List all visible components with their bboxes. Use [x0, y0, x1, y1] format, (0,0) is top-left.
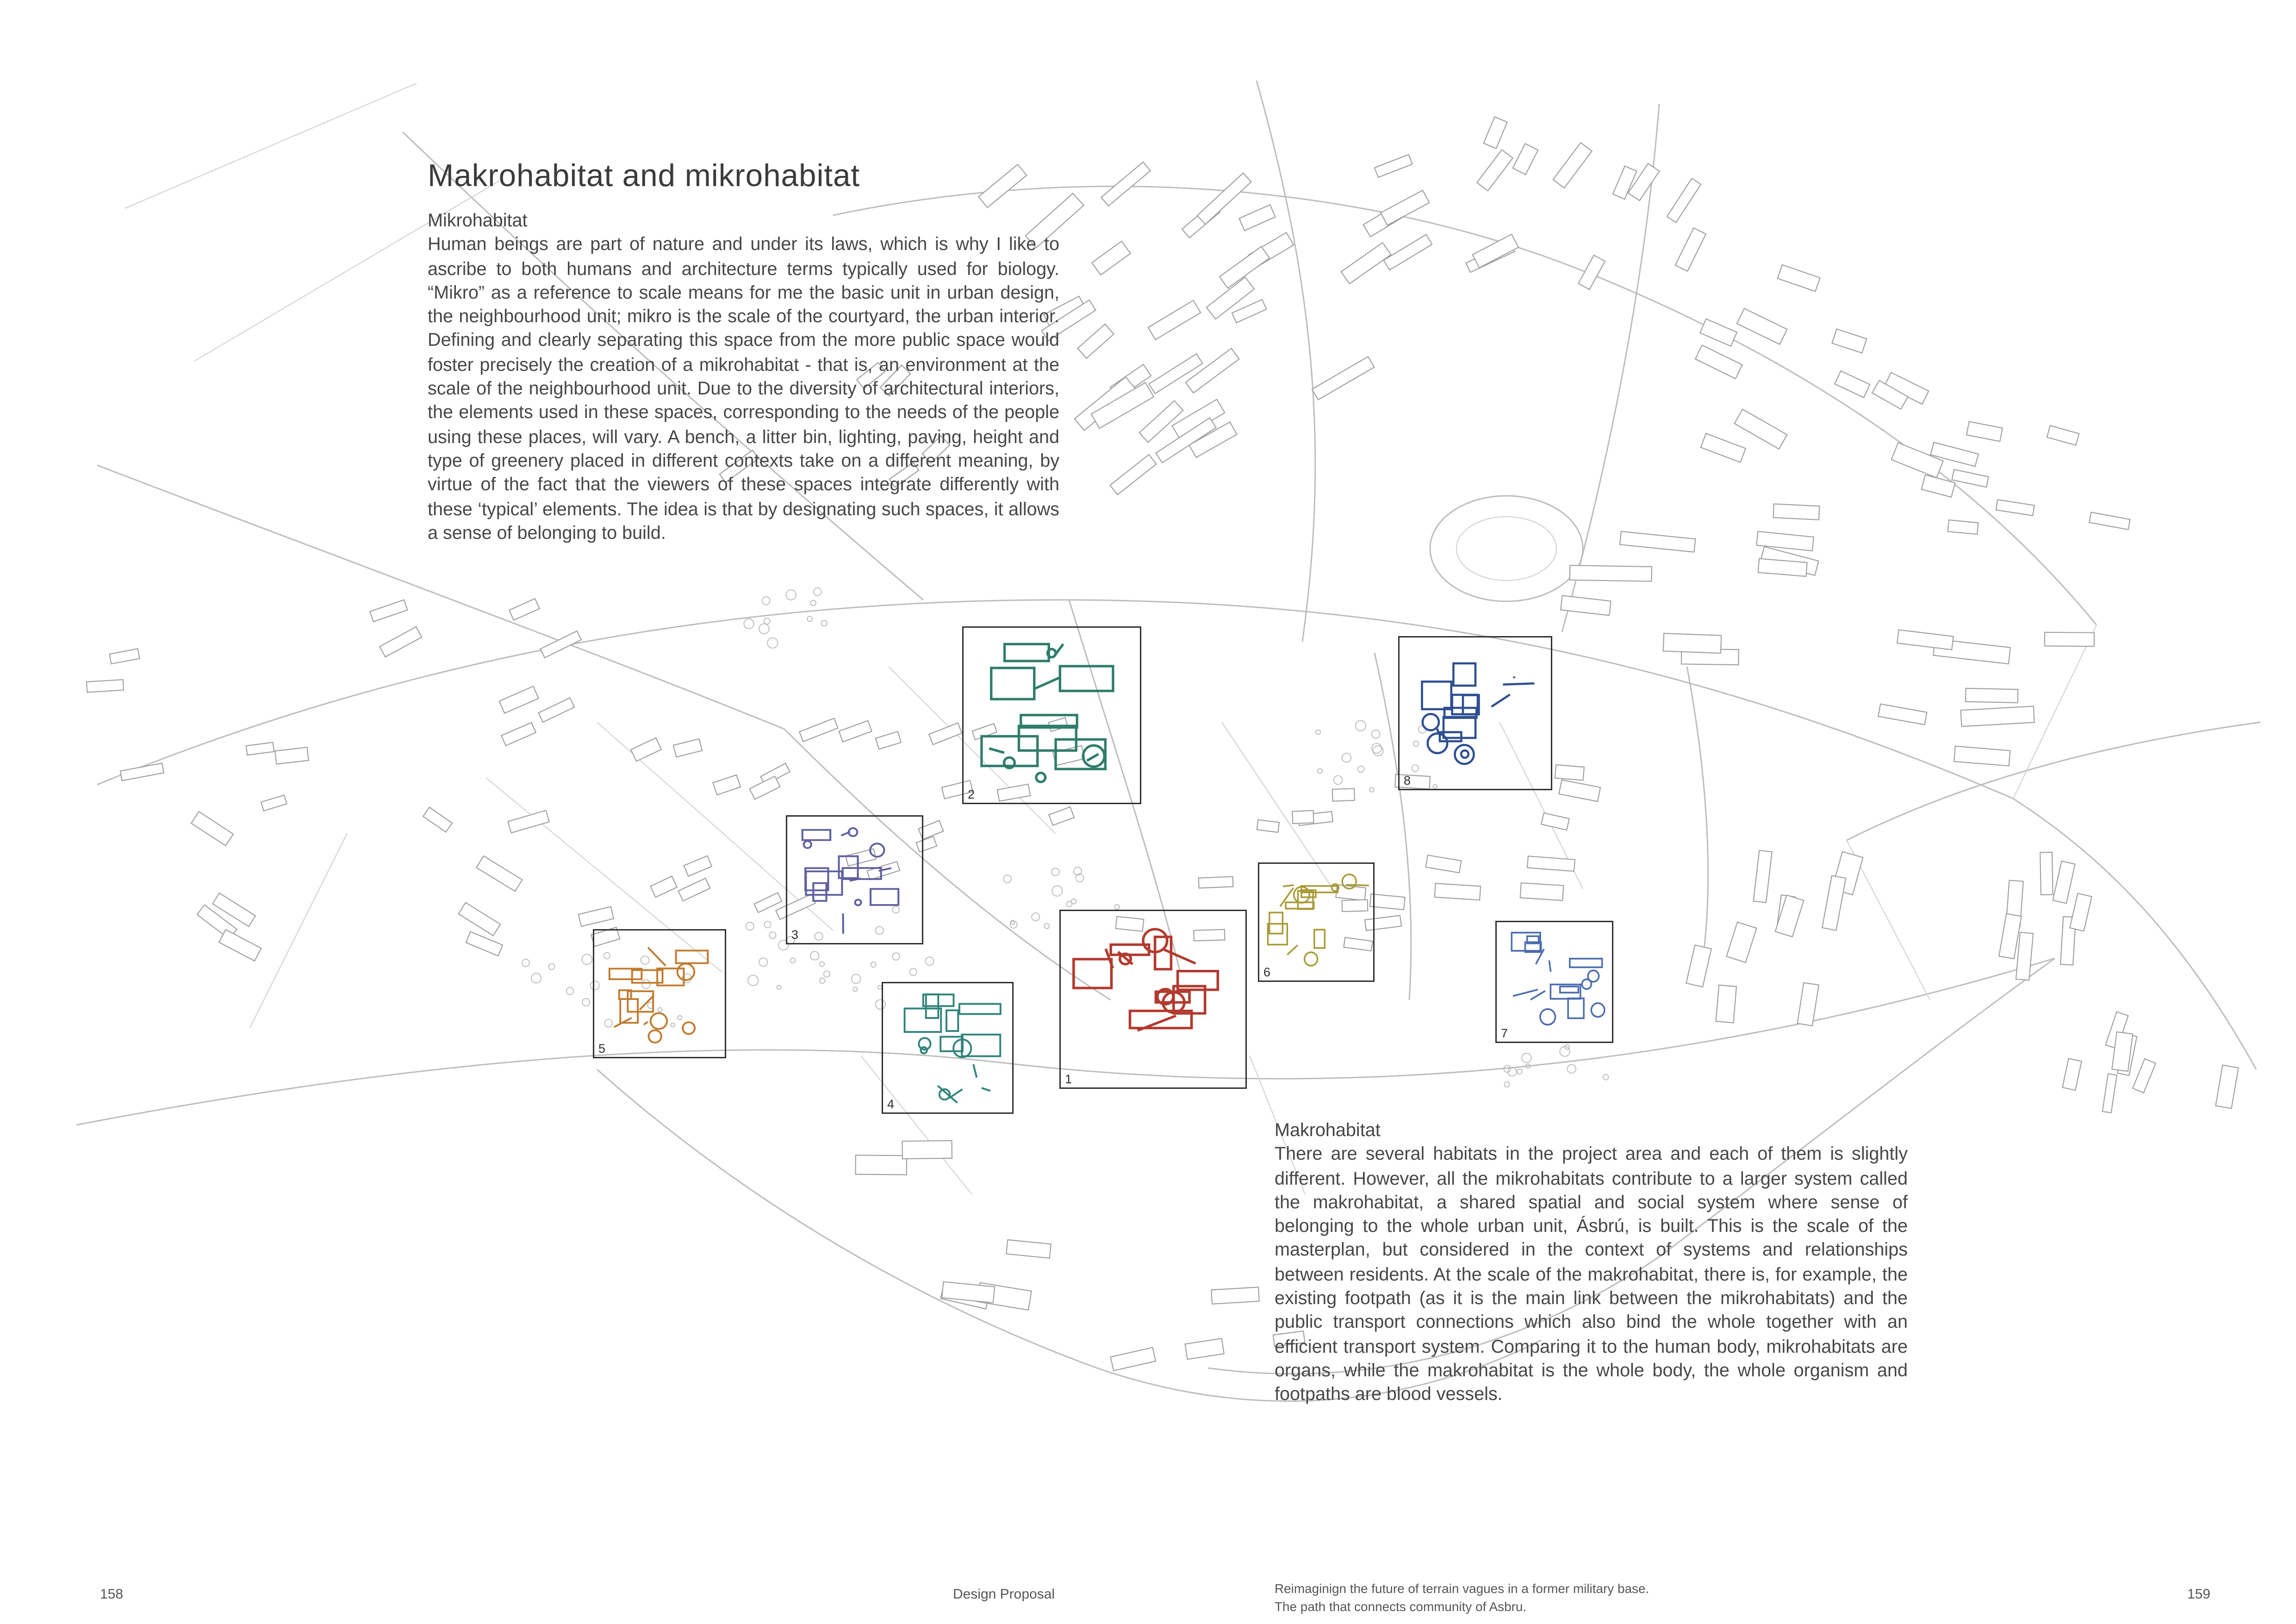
page-number-right: 159 [2187, 1587, 2210, 1603]
map-callout-3 [786, 815, 923, 944]
footer-caption-line1: Reimaginign the future of terrain vagues in a former military base. [1275, 1582, 1649, 1596]
callout-number-6: 6 [1263, 965, 1271, 979]
footer-caption-line2: The path that connects community of Asbru. [1275, 1599, 1527, 1613]
map-callout-5 [593, 929, 726, 1058]
callout-number-7: 7 [1501, 1026, 1508, 1040]
callout-sketch-6 [1259, 864, 1373, 981]
callout-number-5: 5 [598, 1042, 606, 1056]
section-makrohabitat [1275, 1118, 1908, 1406]
map-callout-8 [1398, 636, 1552, 790]
map-callout-7 [1495, 921, 1613, 1043]
map-callout-4 [882, 982, 1014, 1114]
callout-sketch-5 [594, 931, 725, 1057]
footer-caption [1275, 1580, 1649, 1616]
makrohabitat-heading: Makrohabitat [1275, 1119, 1381, 1140]
page-title: Makrohabitat and mikrohabitat [428, 158, 860, 194]
callout-sketch-1 [1061, 911, 1245, 1087]
callout-sketch-7 [1497, 922, 1612, 1042]
makrohabitat-body: There are several habitats in the project area and each of them is slightly different. However, all the mikrohabitats contribute to a larger system called the makrohabitat, a shared spatial and social system where sense of belonging to the whole urban unit, Ásbrú, is built. This is the scale of the masterplan, but considered in the context of systems and relationships between residents. At the scale of the makrohabitat, there is, for example, the existing footpath (as it is the main link between the mikrohabitats) and the public transport connections which also bind the whole together with an efficient transport system. Comparing it to the human body, mikrohabitats are organs, while the makrohabitat is the whole body, the whole organism and footpaths are blood vessels. [1275, 1143, 1908, 1405]
footer-center-label: Design Proposal [952, 1587, 1055, 1603]
callout-sketch-3 [787, 817, 922, 943]
callout-number-1: 1 [1065, 1072, 1072, 1086]
page-number-left: 158 [100, 1587, 124, 1603]
map-callout-6 [1258, 862, 1375, 982]
callout-sketch-8 [1400, 637, 1551, 789]
callout-sketch-4 [883, 983, 1012, 1112]
section-mikrohabitat [428, 208, 1059, 544]
callout-number-2: 2 [968, 787, 975, 801]
callout-number-4: 4 [887, 1097, 895, 1111]
mikrohabitat-heading: Mikrohabitat [428, 210, 528, 231]
mikrohabitat-body: Human beings are part of nature and under its laws, which is why I like to ascribe to both humans and architecture terms typically used for biology. “Mikro” as a reference to scale means for me the basic unit in urban design, the neighbourhood unit; mikro is the scale of the courtyard, the urban interior. Defining and clearly separating this space from the more public space would foster precisely the creation of a mikrohabitat - that is, an environment at the scale of the neighbourhood unit. Due to the diversity of architectural interiors, the elements used in these spaces, corresponding to the needs of the people using these places, will vary. A bench, a litter bin, lighting, paving, height and type of greenery placed in different contexts take on a different meaning, by virtue of the fact that the viewers of these spaces integrate differently with these ‘typical’ elements. The idea is that by designating such spaces, it allows a sense of belonging to build. [428, 233, 1059, 543]
map-callout-1 [1059, 910, 1247, 1089]
callout-number-8: 8 [1404, 774, 1411, 787]
map-callout-2 [962, 626, 1141, 804]
callout-sketch-2 [964, 628, 1140, 803]
callout-number-3: 3 [791, 928, 799, 942]
